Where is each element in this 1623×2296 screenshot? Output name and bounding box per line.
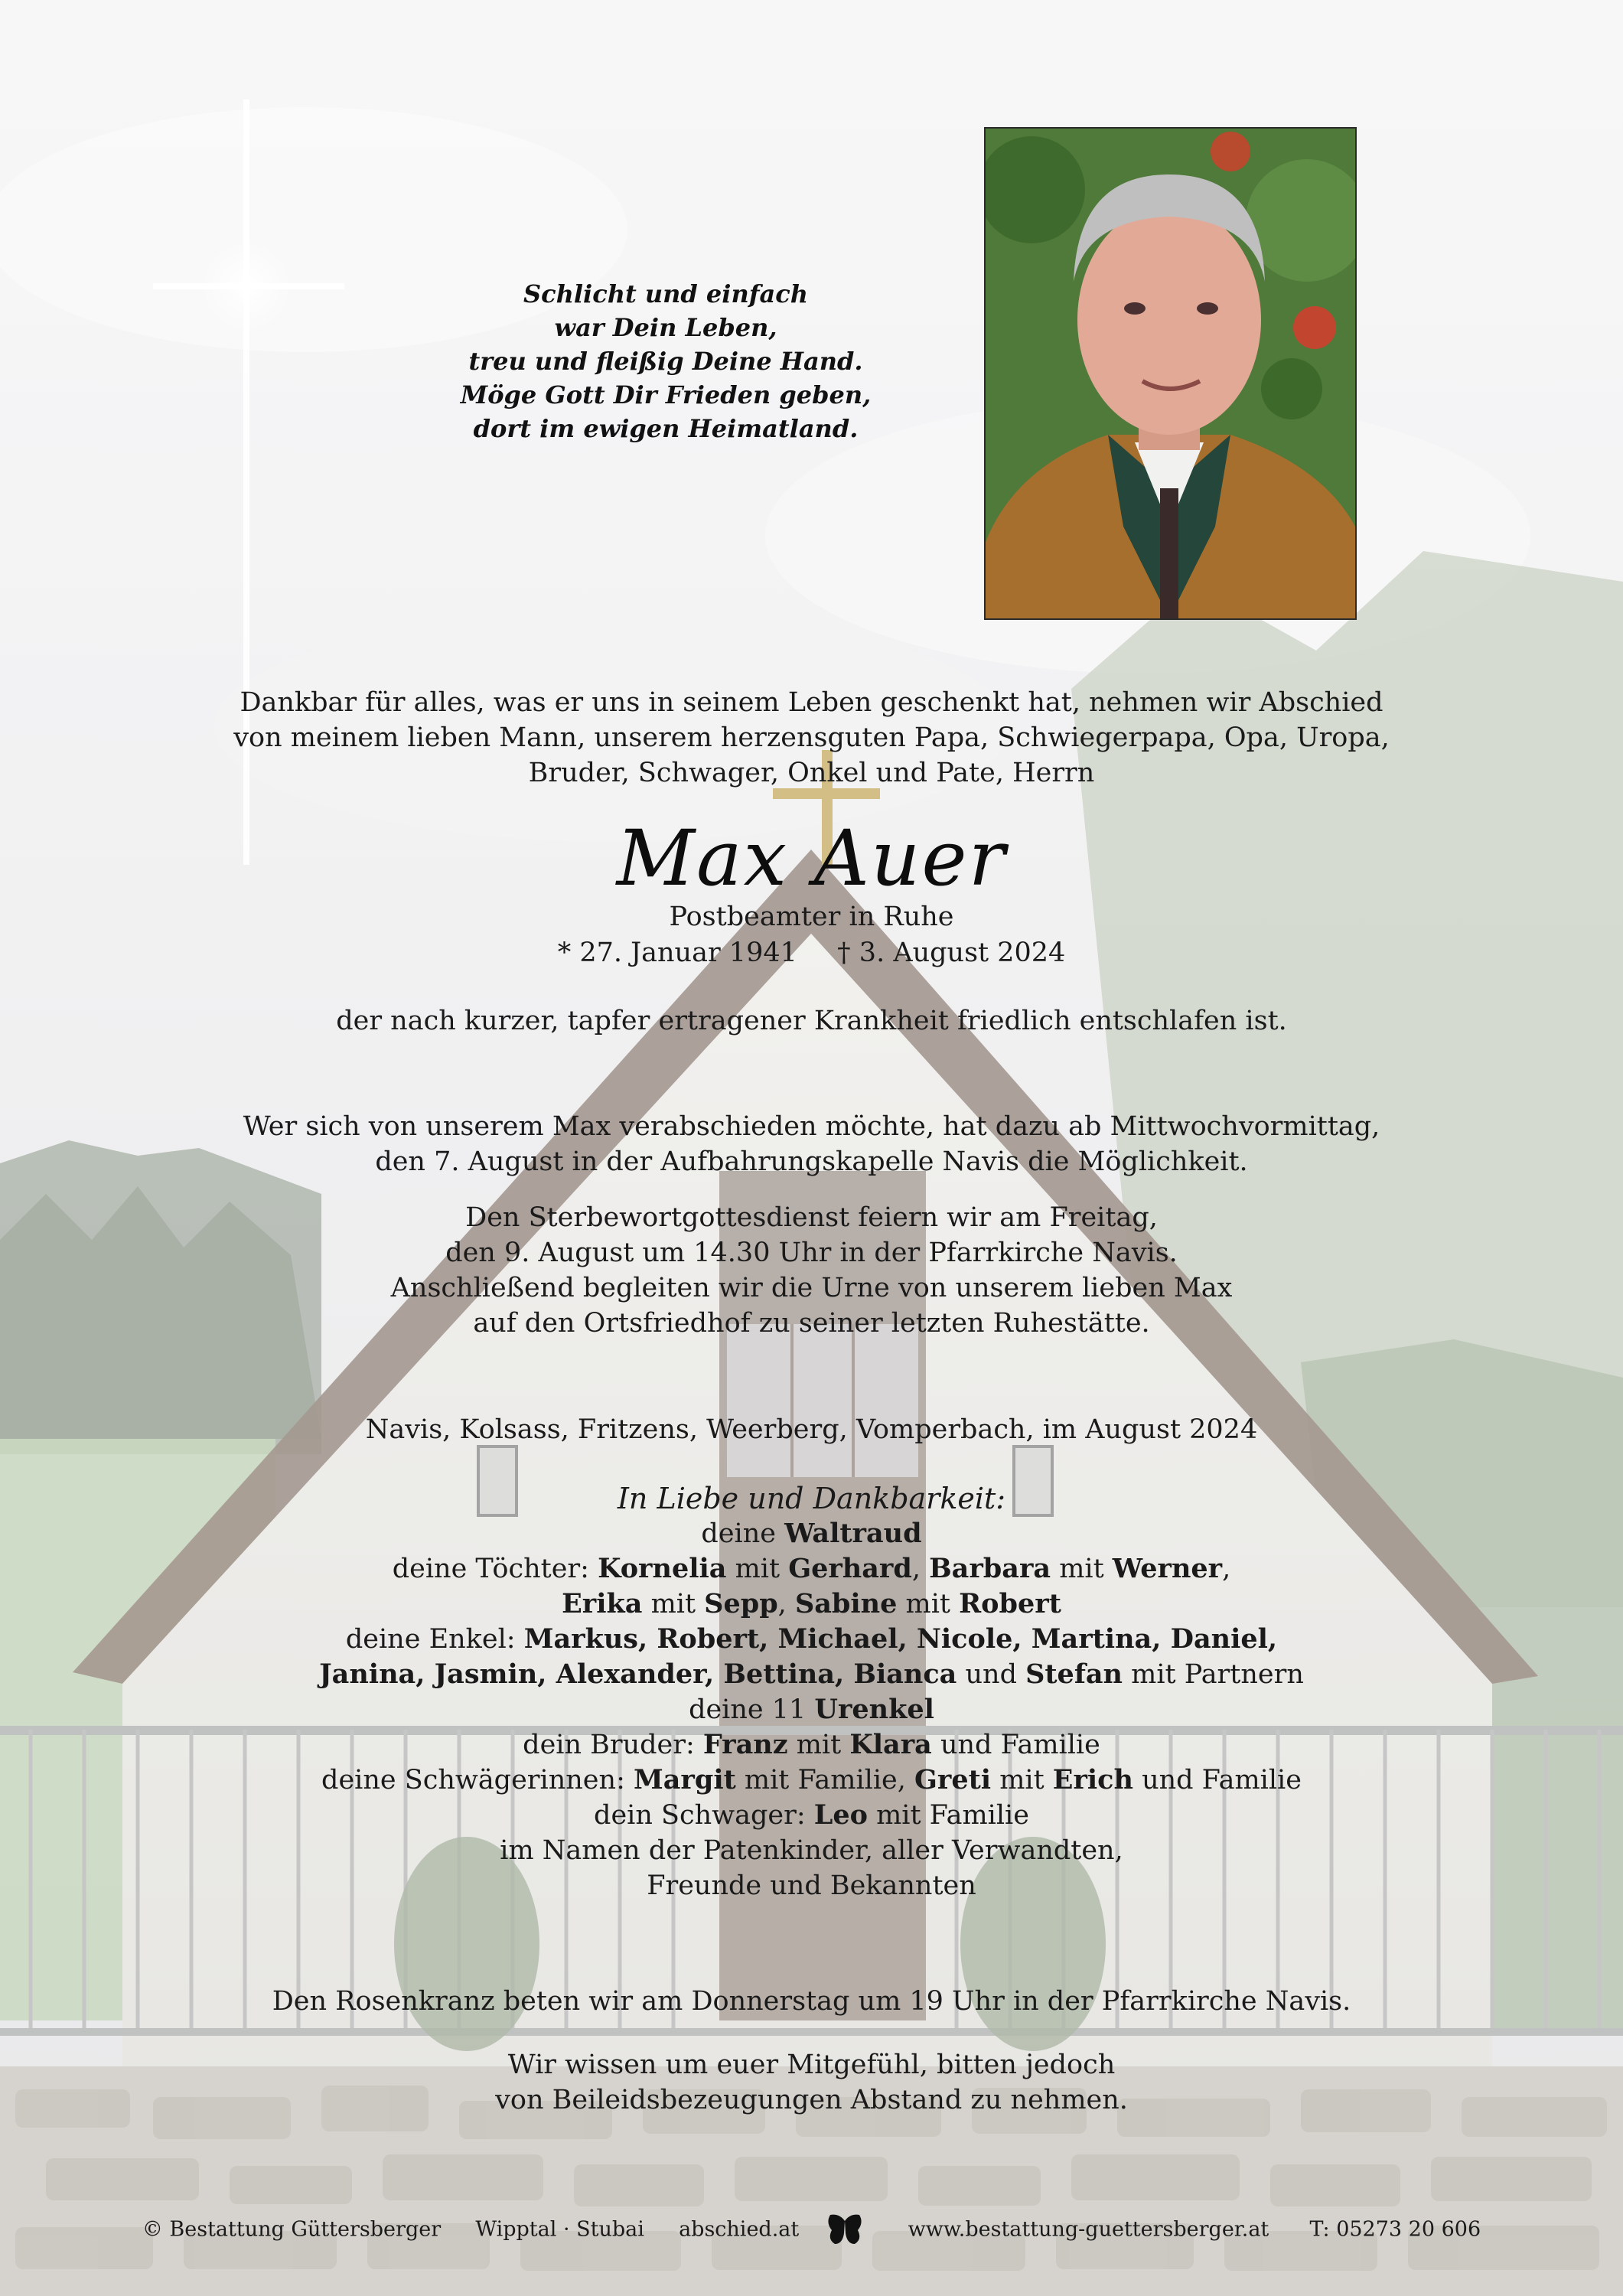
- poem-line: war Dein Leben,: [554, 313, 777, 342]
- footer-website[interactable]: www.bestattung-guettersberger.at: [908, 2217, 1269, 2242]
- family-member-name: Robert: [959, 1588, 1061, 1619]
- family-line-text: Freunde und Bekannten: [647, 1870, 976, 1901]
- closing-note: [0, 2047, 1623, 2118]
- family-line-text: mit: [787, 1730, 850, 1760]
- family-heading: In Liebe und Dankbarkeit:: [617, 1482, 1006, 1515]
- intro-line: von meinem lieben Mann, unserem herzensguten Papa, Schwiegerpapa, Opa, Uropa,: [233, 722, 1390, 753]
- family-line-text: mit Familie,: [735, 1765, 914, 1795]
- family-line-text: dein Schwager:: [594, 1800, 814, 1831]
- family-member-name: Kornelia: [598, 1553, 727, 1584]
- memorial-poem: [429, 277, 903, 445]
- footer-company: © Bestattung Güttersberger: [142, 2217, 442, 2242]
- family-line-text: mit: [897, 1589, 960, 1619]
- service-line: Anschließend begleiten wir die Urne von unserem lieben Max: [390, 1273, 1233, 1303]
- family-line-text: mit: [642, 1589, 705, 1619]
- rosary-info: Den Rosenkranz beten wir am Donnerstag um 19 Uhr in der Pfarrkirche Navis.: [272, 1986, 1351, 2017]
- family-line-text: ,: [1222, 1554, 1231, 1584]
- death-date: † 3. August 2024: [837, 938, 1066, 968]
- profession: Postbeamter in Ruhe: [669, 902, 954, 932]
- footer-region: Wipptal · Stubai: [475, 2217, 644, 2242]
- family-line-text: ,: [777, 1589, 795, 1619]
- butterfly-icon: [826, 2213, 864, 2247]
- poem-line: dort im ewigen Heimatland.: [473, 414, 859, 443]
- viewing-line: den 7. August in der Aufbahrungskapelle Navis die Möglichkeit.: [375, 1146, 1248, 1177]
- intro-line: Bruder, Schwager, Onkel und Pate, Herrn: [528, 758, 1095, 788]
- family-line-text: dein Bruder:: [523, 1730, 703, 1760]
- closing-line: Wir wissen um euer Mitgefühl, bitten jedoch: [507, 2050, 1116, 2080]
- family-member-name: Urenkel: [814, 1694, 934, 1725]
- family-section: [0, 1481, 1623, 1903]
- closing-line: von Beileidsbezeugungen Abstand zu nehmen.: [495, 2085, 1128, 2115]
- family-member-name: Barbara: [929, 1553, 1051, 1584]
- family-line-text: mit: [1051, 1554, 1113, 1584]
- poem-line: treu und fleißig Deine Hand.: [468, 347, 863, 376]
- family-line-text: deine: [701, 1518, 785, 1549]
- family-member-name: Gerhard: [788, 1553, 912, 1584]
- family-line-text: mit: [991, 1765, 1053, 1795]
- family-line: [0, 1657, 1623, 1692]
- family-member-name: Waltraud: [784, 1518, 922, 1549]
- family-line: [0, 1798, 1623, 1833]
- family-line: [0, 1551, 1623, 1587]
- family-line: [0, 1868, 1623, 1903]
- passing-note: der nach kurzer, tapfer ertragener Krankheit friedlich entschlafen ist.: [336, 1006, 1287, 1036]
- place-date: Navis, Kolsass, Fritzens, Weerberg, Vomperbach, im August 2024: [365, 1414, 1258, 1445]
- family-line-text: und: [957, 1659, 1026, 1690]
- family-line: [0, 1833, 1623, 1868]
- family-member-name: Klara: [849, 1729, 932, 1760]
- family-line-text: im Namen der Patenkinder, aller Verwandten,: [500, 1835, 1123, 1866]
- family-line-text: ,: [911, 1554, 930, 1584]
- family-line-text: deine Schwägerinnen:: [321, 1765, 634, 1795]
- family-member-name: Erich: [1052, 1764, 1133, 1795]
- family-member-name: Werner: [1112, 1553, 1223, 1584]
- service-line: Den Sterbewortgottesdienst feiern wir am Freitag,: [465, 1202, 1158, 1233]
- footer-phone: T: 05273 20 606: [1309, 2217, 1481, 2242]
- family-line-text: und Familie: [931, 1730, 1100, 1760]
- family-member-name: Franz: [702, 1729, 788, 1760]
- family-line-text: mit: [726, 1554, 789, 1584]
- family-line: [0, 1587, 1623, 1622]
- family-member-name: Erika: [562, 1588, 643, 1619]
- poem-line: Möge Gott Dir Frieden geben,: [460, 380, 872, 409]
- viewing-line: Wer sich von unserem Max verabschieden möchte, hat dazu ab Mittwochvormittag,: [243, 1111, 1380, 1142]
- footer-site-short: abschied.at: [679, 2217, 800, 2242]
- family-member-name: Stefan: [1025, 1658, 1123, 1690]
- family-line: [0, 1516, 1623, 1551]
- family-line-text: mit Partnern: [1123, 1659, 1304, 1690]
- family-list: [0, 1516, 1623, 1903]
- service-line: auf den Ortsfriedhof zu seiner letzten Ruhestätte.: [473, 1308, 1150, 1339]
- footer: [0, 2213, 1623, 2247]
- family-line: [0, 1622, 1623, 1657]
- family-line: [0, 1727, 1623, 1763]
- service-line: den 9. August um 14.30 Uhr in der Pfarrkirche Navis.: [445, 1238, 1178, 1268]
- family-member-name: Margit: [633, 1764, 736, 1795]
- family-member-name: Sabine: [794, 1588, 898, 1619]
- family-line-text: mit Familie: [867, 1800, 1029, 1831]
- family-line: [0, 1692, 1623, 1727]
- family-line-text: deine Töchter:: [392, 1554, 598, 1584]
- family-member-name: Janina, Jasmin, Alexander, Bettina, Bianca: [319, 1658, 957, 1690]
- life-dates: [0, 935, 1623, 970]
- poem-line: Schlicht und einfach: [523, 279, 808, 308]
- family-line-text: deine 11: [689, 1694, 815, 1725]
- service-info: [0, 1200, 1623, 1341]
- viewing-info: [0, 1109, 1623, 1179]
- family-line: [0, 1763, 1623, 1798]
- family-line-text: und Familie: [1133, 1765, 1302, 1795]
- birth-date: * 27. Januar 1941: [557, 938, 797, 968]
- family-member-name: Sepp: [704, 1588, 778, 1619]
- deceased-name: Max Auer: [616, 814, 1007, 903]
- family-member-name: Markus, Robert, Michael, Nicole, Martina, Daniel,: [523, 1623, 1278, 1655]
- portrait-photo: [984, 127, 1357, 620]
- intro-text: [0, 685, 1623, 791]
- family-member-name: Leo: [813, 1799, 868, 1831]
- intro-line: Dankbar für alles, was er uns in seinem Leben geschenkt hat, nehmen wir Abschied: [240, 687, 1383, 718]
- family-member-name: Greti: [914, 1764, 992, 1795]
- family-line-text: deine Enkel:: [345, 1624, 524, 1655]
